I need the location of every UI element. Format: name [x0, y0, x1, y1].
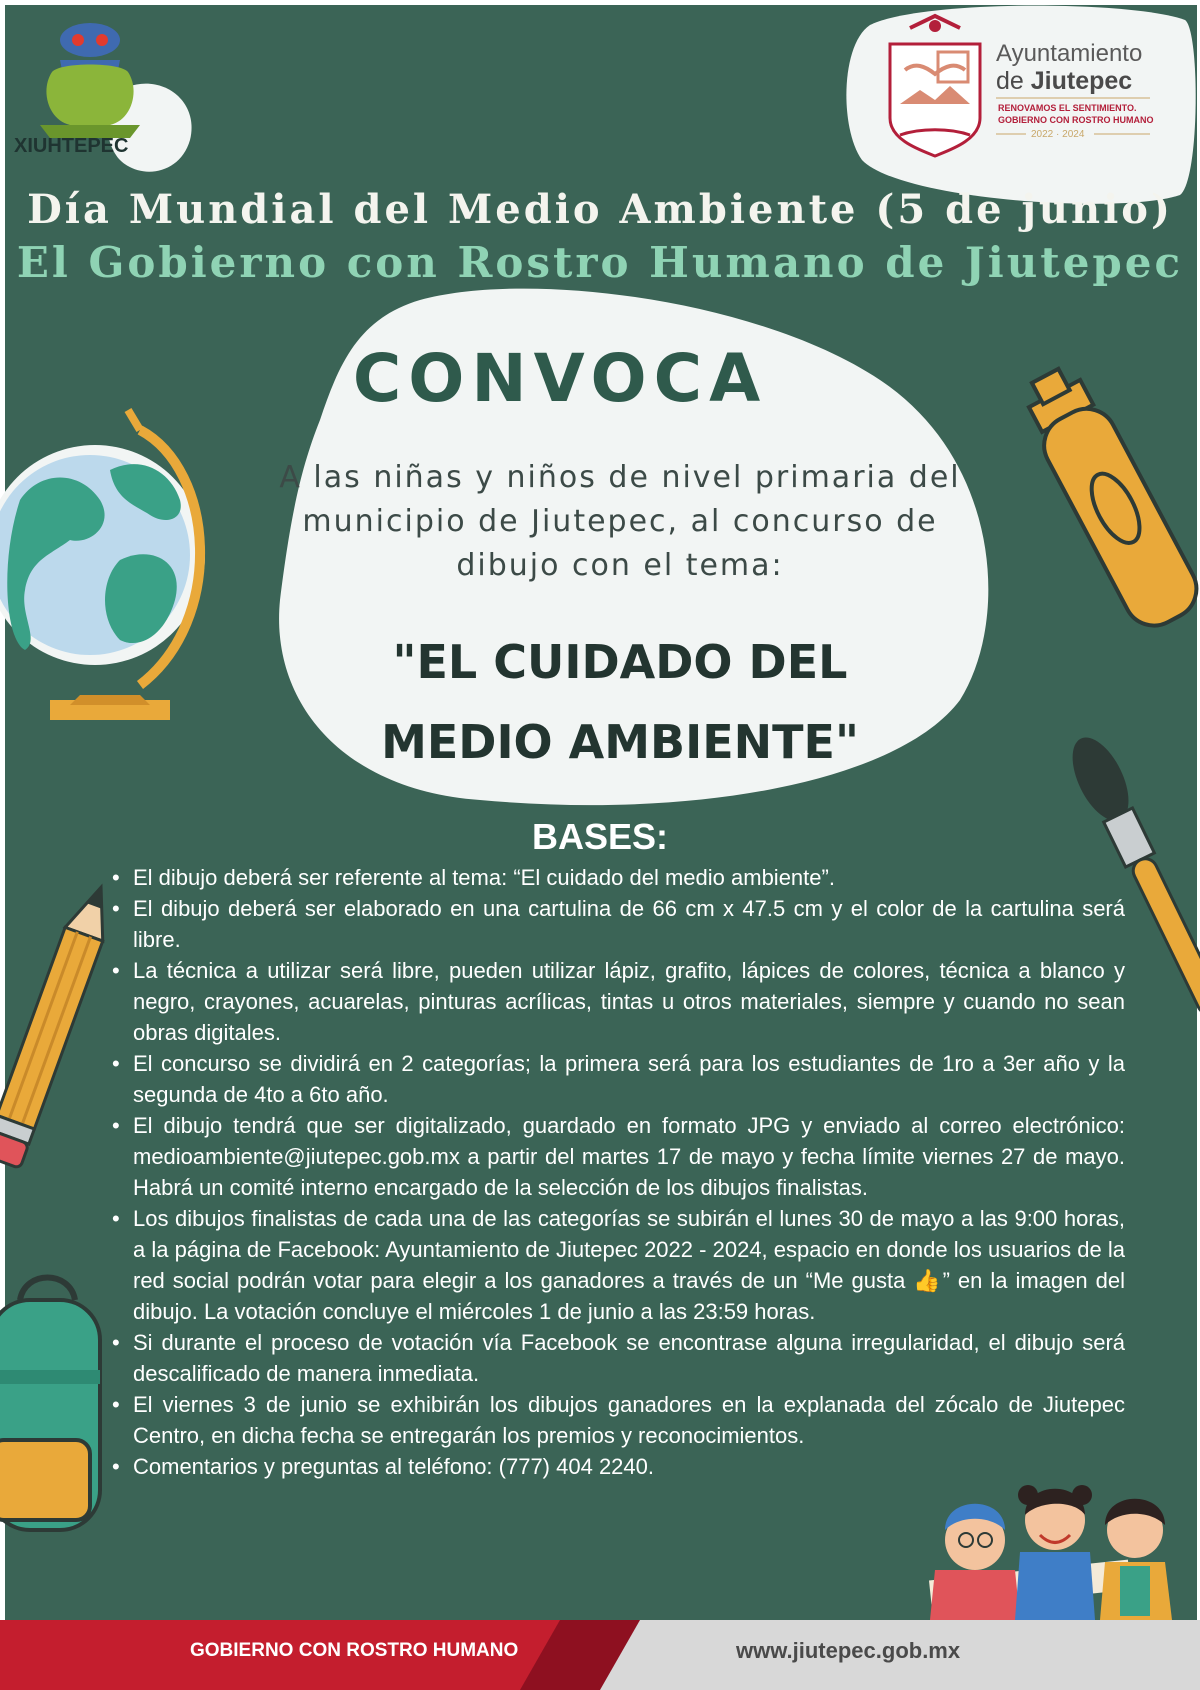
call-intro: A las niñas y niños de nivel primaria del municipio de Jiutepec, al concurso de dibujo con el tema:	[279, 460, 961, 583]
event-title: Día Mundial del Medio Ambiente (5 de junio)	[27, 186, 1173, 233]
bases-item: • El dibujo deberá ser elaborado en una cartulina de 66 cm x 47.5 cm y el color de la cartulina será libre.	[133, 893, 1125, 955]
bases-item: • El concurso se dividirá en 2 categorías; la primera será para los estudiantes de 1ro a 3er año y la segunda de 4to a 6to año.	[133, 1048, 1125, 1110]
bases-item: • Comentarios y preguntas al teléfono: (777) 404 2240.	[133, 1451, 1125, 1482]
ayuntamiento-label: Ayuntamiento	[996, 40, 1143, 67]
government-subtitle: El Gobierno con Rostro Humano de Jiutepec	[16, 238, 1184, 287]
bases-item: • El viernes 3 de junio se exhibirán los dibujos ganadores en la explanada del zócalo de Jiutepec Centro, en dicha fecha se entregarán los premios y reconocimientos.	[133, 1389, 1125, 1451]
xiuhtepec-logo-text: XIUHTEPEC	[14, 135, 129, 157]
slogan-line2: GOBIERNO CON ROSTRO HUMANO	[998, 115, 1154, 125]
kids-drawing-illustration	[929, 1485, 1172, 1620]
contest-theme-line2: MEDIO AMBIENTE"	[381, 715, 859, 769]
backpack-icon	[0, 1278, 100, 1531]
jiutepec-label	[996, 67, 1132, 96]
contest-theme-line1: "EL CUIDADO DEL	[392, 635, 848, 689]
convoca-heading: CONVOCA	[352, 340, 768, 417]
bases-list	[133, 862, 1125, 1482]
bases-heading: BASES:	[531, 816, 669, 857]
contest-theme	[280, 622, 960, 782]
slogan-line1: RENOVAMOS EL SENTIMIENTO.	[998, 103, 1137, 113]
jiutepec-label-bold: Jiutepec	[1030, 67, 1133, 95]
bases-item: • El dibujo deberá ser referente al tema: “El cuidado del medio ambiente”.	[133, 862, 1125, 893]
bases-item: • El dibujo tendrá que ser digitalizado, guardado en formato JPG y enviado al correo electrónico: medioambiente@jiutepec.gob.mx a partir del martes 17 de mayo y fecha límite viernes 27 de mayo. Habrá un comité interno encargado de la selección de los dibujos finalistas.	[133, 1110, 1125, 1203]
term-years: 2022 · 2024	[1031, 129, 1085, 140]
footer-slogan: GOBIERNO CON ROSTRO HUMANO	[190, 1640, 519, 1661]
bases-item: • Si durante el proceso de votación vía Facebook se encontrase alguna irregularidad, el dibujo será descalificado de manera inmediata.	[133, 1327, 1125, 1389]
footer-website-link[interactable]: www.jiutepec.gob.mx	[736, 1638, 961, 1663]
jiutepec-label-prefix: de	[996, 67, 1031, 95]
bases-item: • Los dibujos finalistas de cada una de las categorías se subirán el lunes 30 de mayo a las 9:00 horas, a la página de Facebook: Ayuntamiento de Jiutepec 2022 - 2024, espacio en donde los usuarios de la red social podrán votar para elegir a los ganadores a través de un “Me gusta 👍” en la imagen del dibujo. La votación concluye el miércoles 1 de junio a las 23:59 horas.	[133, 1203, 1125, 1327]
bases-item: • La técnica a utilizar será libre, pueden utilizar lápiz, grafito, lápices de colores, técnica a blanco y negro, crayones, acuarelas, pinturas acrílicas, tintas u otros materiales, siempre y cuando no sean obras digitales.	[133, 955, 1125, 1048]
